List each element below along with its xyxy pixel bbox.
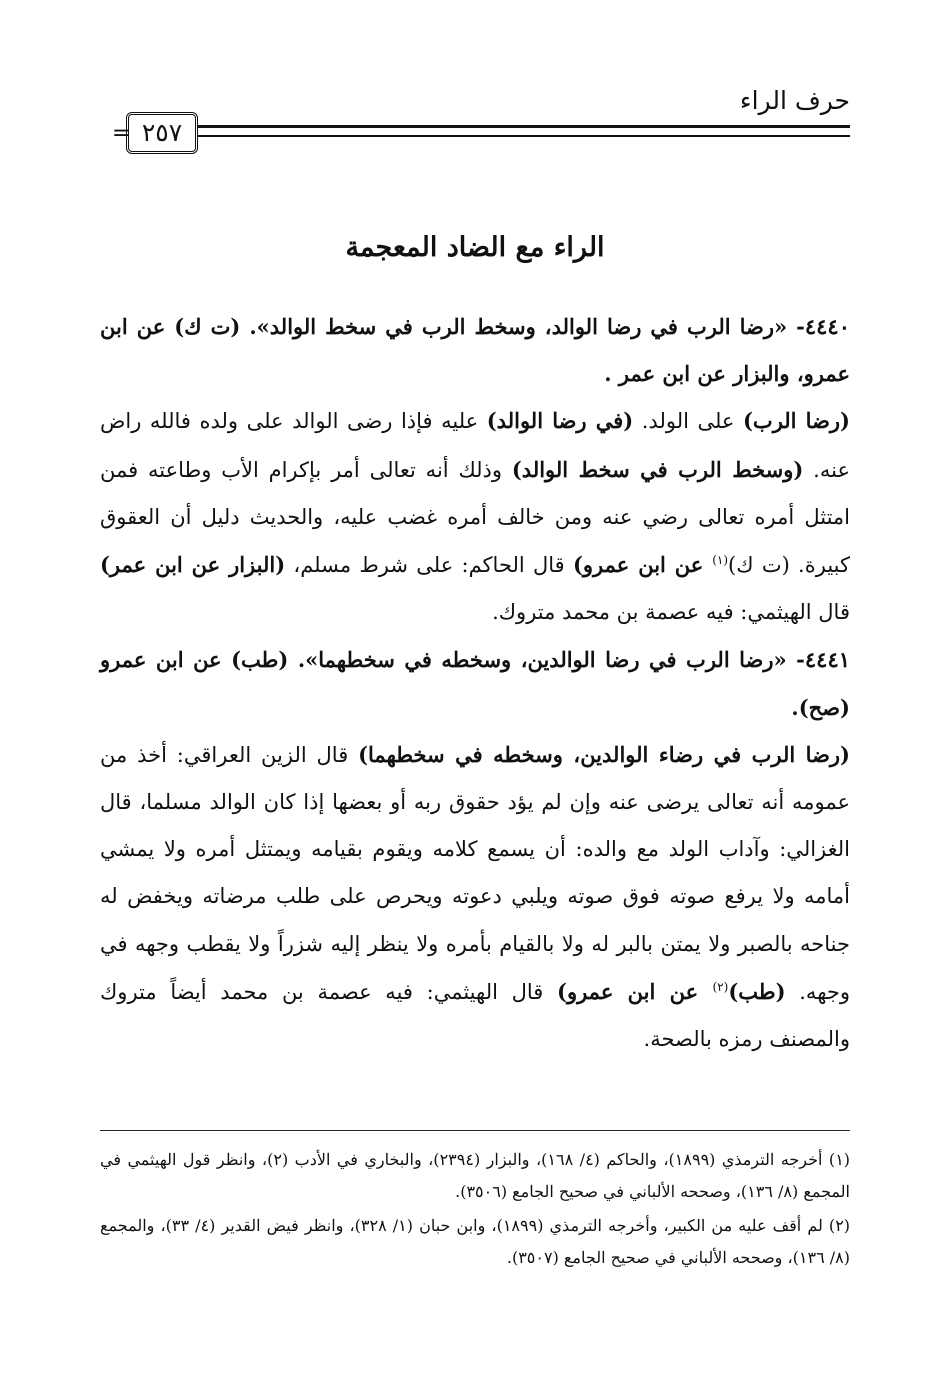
header-rule — [198, 125, 850, 141]
footnote-2: (٢) لم أقف عليه من الكبير، وأخرجه الترمذي (١٨٩٩)، وابن حبان (١/ ٣٢٨)، وانظر فيض القدير (٤/ ٣٣)، والمجمع (٨/ ١٣٦)، وصححه الألباني في صحيح الجامع (٣٥٠٧). — [100, 1216, 851, 1267]
footnote-ref-1: (١) — [712, 553, 729, 568]
entry-number: ٤٤٤١ — [804, 647, 851, 673]
page-number: ٢٥٧ — [126, 112, 198, 154]
running-header-title: حرف الراء — [739, 86, 850, 115]
page-number-box — [112, 112, 202, 156]
commentary-4441: (رضا الرب في رضاء الوالدين، وسخطه في سخطهما) قال الزين العراقي: أخذ من عمومه أنه تعالى يرضى عنه وإن لم يؤد حقوق ربه أو بعضها إذا كان الوالد مسلما، قال الغزالي: وآداب الولد مع والده: أن يسمع كلامه ويقوم بقيامه ويمتثل أمره ولا يمشي أمامه ولا يرفع صوته فوق صوته ويلبي دعوته ويحرص على طلب مرضاته ويخفض له جناحه بالصبر ولا يمتن بالبر له ولا بالقيام بأمره ولا ينظر إليه شزراً ولا يقطب وجهه في وجهه. (طب)$^{(٢)}$ عن ابن عمرو) قال الهيثمي: فيه عصمة بن محمد أيضاً متروك والمصنف رمزه بالصحة. — [100, 741, 850, 1052]
commentary-4440: (رضا الرب) على الولد. (في رضا الوالد) عليه فإذا رضى الوالد على ولده فالله راض عنه. (وسخط الرب في سخط الوالد) وذلك أنه تعالى أمر بإكرام الأب وطاعته فمن امتثل أمره تعالى رضي عنه ومن خالف أمره غضب عليه، والحديث دليل أن العقوق كبيرة. (ت ك)$^{(١)}$ عن ابن عمرو) قال الحاكم: على شرط مسلم، (البزار عن ابن عمر) قال الهيثمي: فيه عصمة بن محمد متروك. — [100, 408, 850, 625]
main-text — [100, 303, 850, 1063]
footnote-separator — [100, 1130, 850, 1131]
footnote-1: (١) أخرجه الترمذي (١٨٩٩)، والحاكم (٤/ ١٦٨)، والبزار (٢٣٩٤)، والبخاري في الأدب (٢)، وانظر قول الهيثمي في المجمع (٨/ ١٣٦)، وصححه الألباني في صحيح الجامع (٣٥٠٦). — [100, 1150, 851, 1201]
hadith-source: (ت ك) عن ابن عمرو، والبزار عن ابن عمر . — [100, 314, 850, 387]
page-number-marker: = — [112, 121, 131, 146]
entry-number: ٤٤٤٠ — [804, 314, 850, 339]
header-rule-thin — [198, 135, 850, 137]
hadith-entry-4441: ٤٤٤١- «رضا الرب في رضا الوالدين، وسخطه في سخطهما». (طب) عن ابن عمرو (صح). — [100, 647, 851, 720]
hadith-source: (طب) عن ابن عمرو (صح). — [100, 647, 850, 720]
footnote-ref-2: (٢) — [712, 979, 729, 994]
hadith-entry-4440: ٤٤٤٠- «رضا الرب في رضا الوالد، وسخط الرب في سخط الوالد». (ت ك) عن ابن عمرو، والبزار عن ابن عمر . — [100, 314, 850, 387]
section-title: الراء مع الضاد المعجمة — [345, 232, 605, 263]
hadith-text: «رضا الرب في رضا الوالدين، وسخطه في سخطهما». — [297, 647, 787, 673]
hadith-text: «رضا الرب في رضا الوالد، وسخط الرب في سخط الوالد». — [249, 314, 788, 339]
header-rule-thick — [198, 125, 850, 128]
footnotes — [100, 1144, 850, 1276]
